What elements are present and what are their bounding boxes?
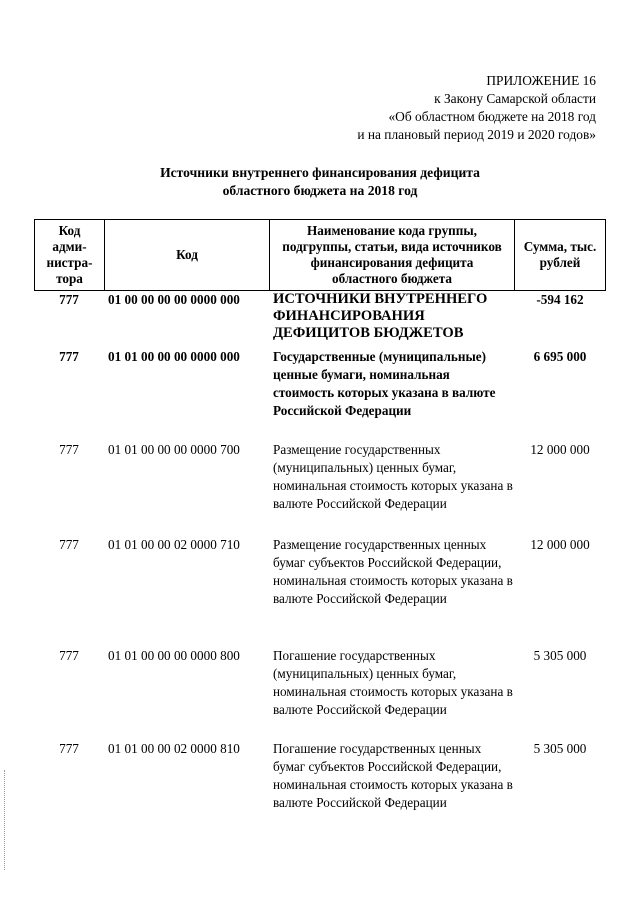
document-title bbox=[0, 164, 640, 200]
row-admin-code: 777 bbox=[59, 442, 79, 457]
row-code: 01 01 00 00 02 0000 810 bbox=[108, 741, 240, 756]
appendix-number: ПРИЛОЖЕНИЕ 16 bbox=[486, 73, 596, 88]
row-name: ИСТОЧНИКИ ВНУТРЕННЕГО ФИНАНСИРОВАНИЯ ДЕФИЦИТОВ БЮДЖЕТОВ bbox=[273, 291, 488, 341]
header-admin-code: Код адми-нистра-тора bbox=[34, 220, 104, 290]
document-title-line-2: областного бюджета на 2018 год bbox=[222, 183, 418, 198]
appendix-law-title: «Об областном бюджете на 2018 год bbox=[388, 109, 596, 124]
row-code: 01 00 00 00 00 0000 000 bbox=[108, 292, 240, 307]
row-name: Размещение государственных ценных бумаг субъектов Российской Федерации, номинальная стоимость которых указана в валюте Российской Федерации bbox=[273, 537, 513, 606]
row-sum: 12 000 000 bbox=[530, 442, 590, 457]
row-admin-code: 777 bbox=[59, 537, 79, 552]
row-code: 01 01 00 00 00 0000 800 bbox=[108, 648, 240, 663]
row-admin-code: 777 bbox=[59, 648, 79, 663]
row-admin-code: 777 bbox=[59, 292, 79, 307]
row-code: 01 01 00 00 00 0000 700 bbox=[108, 442, 240, 457]
header-code: Код bbox=[104, 220, 269, 290]
appendix-heading bbox=[357, 72, 596, 144]
table-header bbox=[34, 219, 606, 291]
scan-margin-dots bbox=[4, 770, 11, 870]
row-code: 01 01 00 00 00 0000 000 bbox=[108, 349, 240, 364]
header-sum: Сумма, тыс. рублей bbox=[514, 220, 606, 290]
row-admin-code: 777 bbox=[59, 741, 79, 756]
row-sum: 6 695 000 bbox=[533, 349, 587, 364]
row-sum: -594 162 bbox=[536, 292, 584, 307]
header-name: Наименование кода группы, подгруппы, статьи, вида источников финансирования дефицита областного бюджета bbox=[269, 220, 514, 290]
row-name: Погашение государственных (муниципальных) ценных бумаг, номинальная стоимость которых указана в валюте Российской Федерации bbox=[273, 648, 513, 717]
appendix-law-period: и на плановый период 2019 и 2020 годов» bbox=[357, 127, 596, 142]
appendix-law: к Закону Самарской области bbox=[434, 91, 596, 106]
row-sum: 12 000 000 bbox=[530, 537, 590, 552]
row-name: Государственные (муниципальные) ценные бумаги, номинальная стоимость которых указана в валюте Российской Федерации bbox=[273, 349, 496, 418]
row-admin-code: 777 bbox=[59, 349, 79, 364]
row-name: Погашение государственных ценных бумаг субъектов Российской Федерации, номинальная стоимость которых указана в валюте Российской Федерации bbox=[273, 741, 513, 810]
row-sum: 5 305 000 bbox=[533, 648, 587, 663]
row-code: 01 01 00 00 02 0000 710 bbox=[108, 537, 240, 552]
document-title-line-1: Источники внутреннего финансирования дефицита bbox=[160, 165, 480, 180]
row-name: Размещение государственных (муниципальных) ценных бумаг, номинальная стоимость которых указана в валюте Российской Федерации bbox=[273, 442, 513, 511]
row-sum: 5 305 000 bbox=[533, 741, 587, 756]
